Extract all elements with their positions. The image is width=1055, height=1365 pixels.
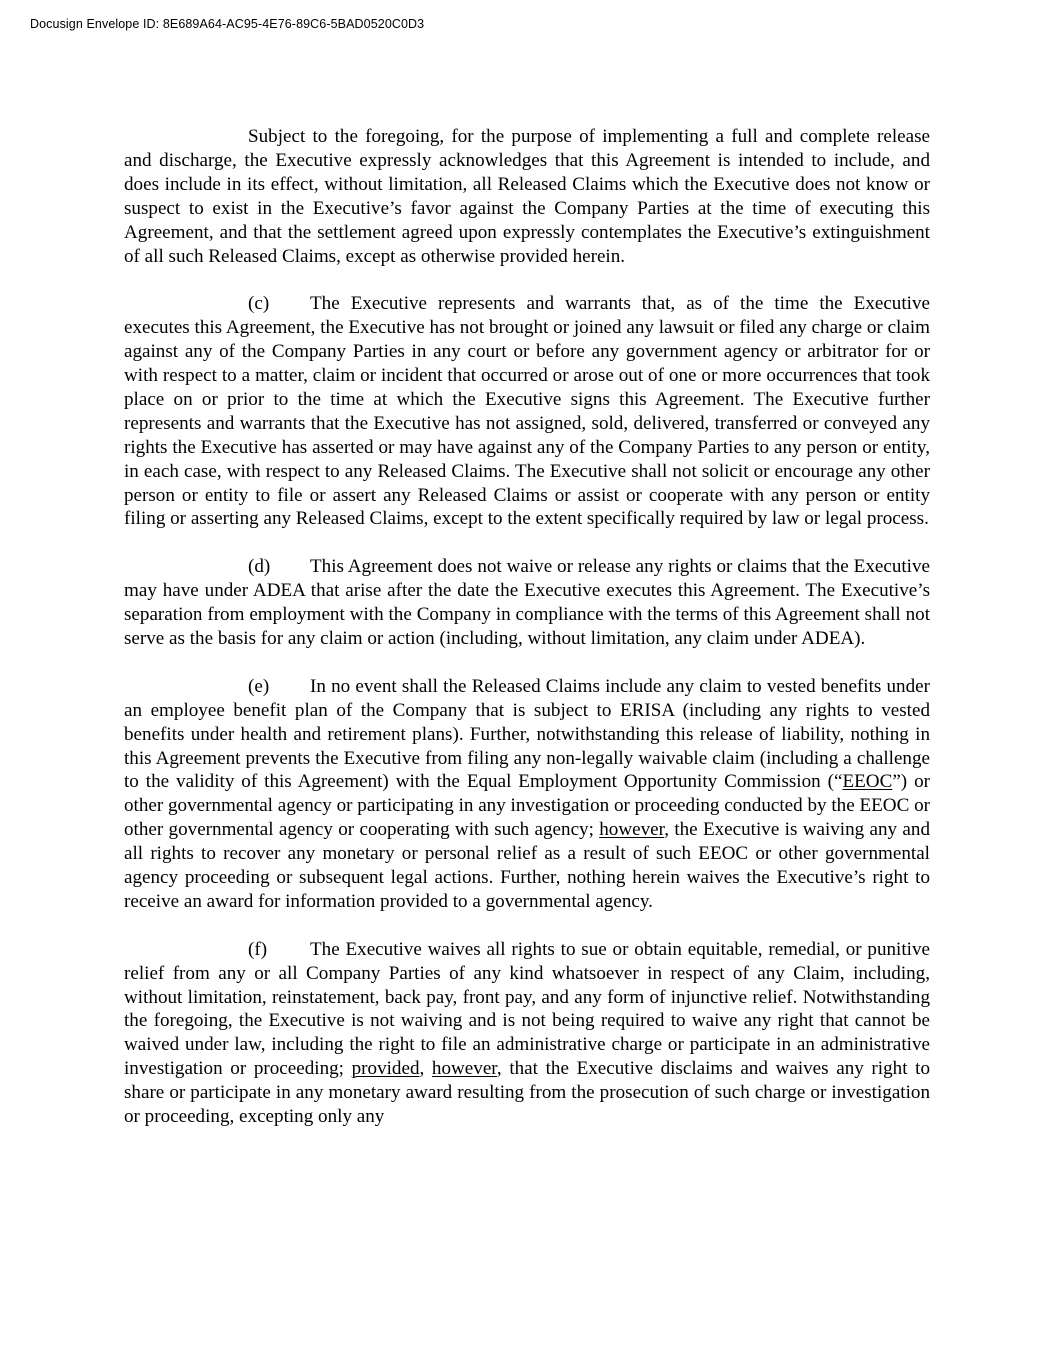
paragraph-f: [124, 938, 930, 1129]
underlined-however: however: [599, 819, 665, 841]
paragraph-f-comma: ,: [419, 1058, 432, 1080]
paragraph-d: [124, 555, 930, 651]
paragraph-intro: [124, 125, 930, 268]
paragraph-f-label: (f): [248, 938, 268, 960]
paragraph-e-text-1: In no event shall the Released Claims include any claim to vested benefits under an employee benefit plan of the Company that is subject to ERISA (including any rights to vested benefits under health and retirement plans). Further, notwithstanding this release of liability, nothing in this Agreement prevents the Executive from filing any non-legally waivable claim (including a challenge to the validity of this Agreement) with the Equal Employment Opportunity Commission (“: [124, 675, 930, 793]
defined-term-eeoc: EEOC: [842, 771, 893, 793]
paragraph-c: [124, 292, 930, 531]
paragraph-c-label: (c): [248, 293, 270, 315]
paragraph-d-text: This Agreement does not waive or release any rights or claims that the Executive may have under ADEA that arise after the date the Executive executes this Agreement. The Executive’s separation from employment with the Company in compliance with the terms of this Agreement shall not serve as the basis for any claim or action (including, without limitation, any claim under ADEA).: [124, 556, 930, 649]
underlined-however: however: [431, 1058, 497, 1080]
paragraph-f-text-2: , that the Executive disclaims and waives any right to share or participate in any monetary award resulting from the prosecution of such charge or investigation or proceeding, excepting only any: [124, 1058, 930, 1128]
document-body: [124, 125, 930, 1153]
underlined-provided: provided: [351, 1058, 420, 1080]
paragraph-e: [124, 675, 930, 914]
paragraph-e-text-3: , the Executive is waiving any and all rights to recover any monetary or personal relief as a result of such EEOC or other governmental agency proceeding or subsequent legal actions. Further, nothing herein waives the Executive’s right to receive an award for information provided to a governmental agency.: [124, 819, 930, 912]
paragraph-e-text-2: ”) or other governmental agency or participating in any investigation or proceeding conducted by the EEOC or other governmental agency or cooperating with such agency;: [124, 771, 930, 841]
docusign-envelope-id: Docusign Envelope ID: 8E689A64-AC95-4E76-89C6-5BAD0520C0D3: [30, 17, 425, 31]
paragraph-e-label: (e): [248, 675, 270, 697]
paragraph-c-text: The Executive represents and warrants that, as of the time the Executive executes this Agreement, the Executive has not brought or joined any lawsuit or filed any charge or claim against any of the Company Parties in any court or before any government agency or arbitrator for or with respect to a matter, claim or incident that occurred or arose out of one or more occurrences that took place on or prior to the time at which the Executive signs this Agreement. The Executive further represents and warrants that the Executive has not assigned, sold, delivered, transferred or conveyed any rights the Executive has asserted or may have against any of the Company Parties to any person or entity, in each case, with respect to any Released Claims. The Executive shall not solicit or encourage any other person or entity to file or assert any Released Claims or assist or cooperate with any person or entity filing or asserting any Released Claims, except to the extent specifically required by law or legal process.: [124, 293, 930, 530]
paragraph-f-text-1: The Executive waives all rights to sue or obtain equitable, remedial, or punitive relief from any or all Company Parties of any kind whatsoever in respect of any Claim, including, without limitation, reinstatement, back pay, front pay, and any form of injunctive relief. Notwithstanding the foregoing, the Executive is not waiving and is not being required to waive any right that cannot be waived under law, including the right to file an administrative charge or participate in an administrative investigation or proceeding;: [124, 938, 930, 1080]
paragraph-d-label: (d): [248, 556, 271, 578]
paragraph-intro-text: Subject to the foregoing, for the purpose of implementing a full and complete release and discharge, the Executive expressly acknowledges that this Agreement is intended to include, and does include in its effect, without limitation, all Released Claims which the Executive does not know or suspect to exist in the Executive’s favor against the Company Parties at the time of executing this Agreement, and that the settlement agreed upon expressly contemplates the Executive’s extinguishment of all such Released Claims, except as otherwise provided herein.: [124, 126, 930, 267]
